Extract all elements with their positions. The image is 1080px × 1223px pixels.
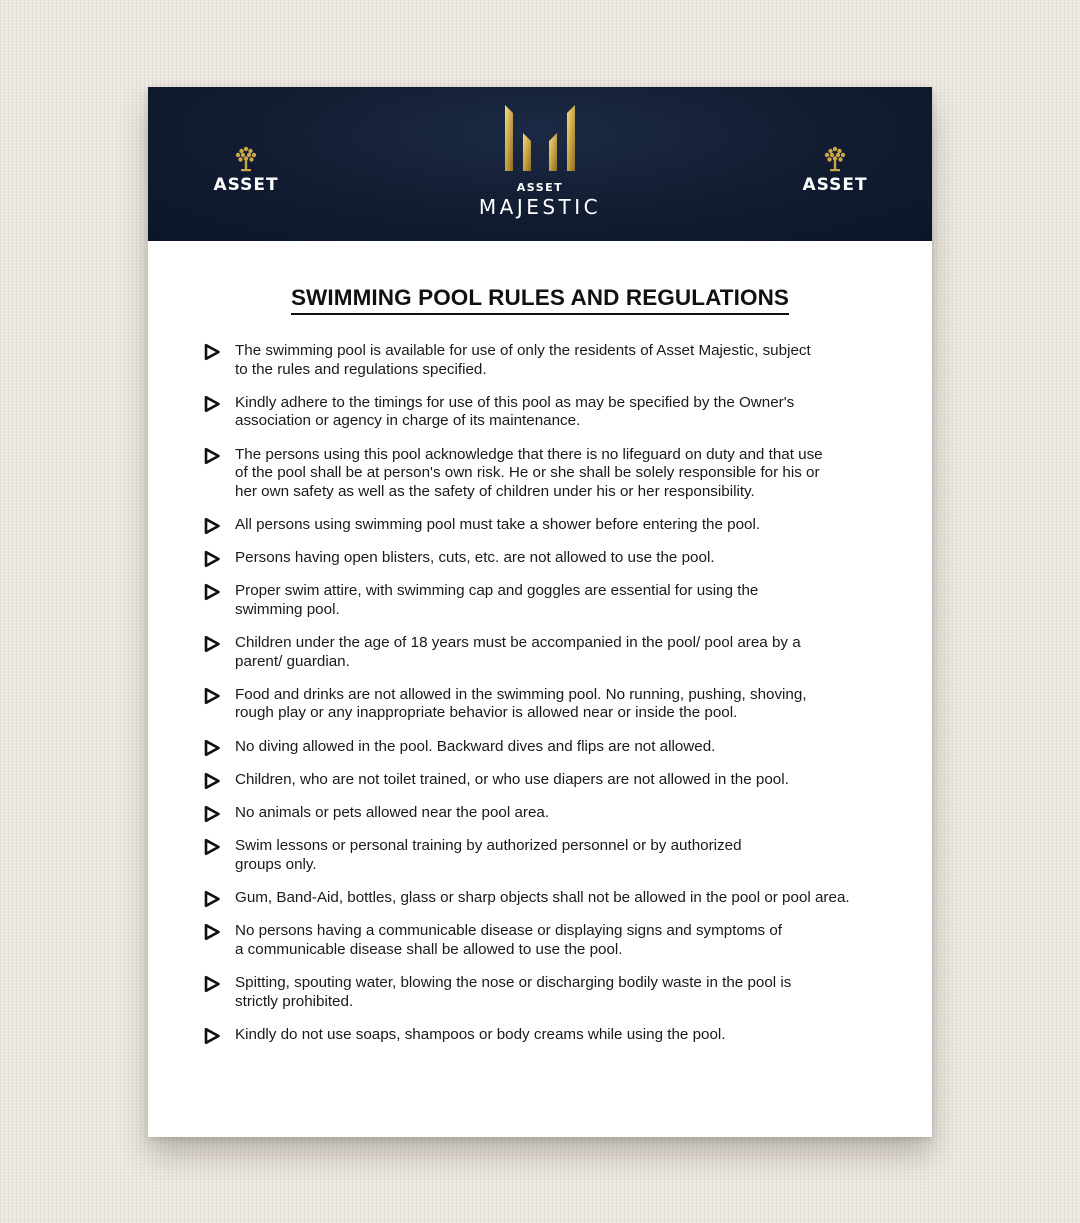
play-arrow-outline-icon <box>203 687 221 705</box>
left-logo-label: ASSET <box>213 175 279 195</box>
play-arrow-outline-icon <box>203 517 221 535</box>
rule-item <box>203 738 883 757</box>
play-arrow-outline-icon <box>203 739 221 757</box>
play-arrow-outline-icon <box>203 805 221 823</box>
rule-text: No persons having a communicable disease or displaying signs and symptoms of a communicable disease shall be allowed to use the pool. <box>235 922 783 958</box>
rule-text: The persons using this pool acknowledge that there is no lifeguard on duty and that use of the pool shall be at person's own risk. He or she shall be solely responsible for his or her own safety as well as the safety of children under his or her responsibility. <box>235 445 823 500</box>
play-arrow-outline-icon <box>203 975 221 993</box>
play-arrow-outline-icon <box>203 1027 221 1045</box>
play-arrow-outline-icon <box>203 890 221 908</box>
rules-sheet <box>148 87 932 1137</box>
rule-item <box>203 549 883 568</box>
play-arrow-outline-icon <box>203 343 221 361</box>
play-arrow-outline-icon <box>203 395 221 413</box>
rule-item <box>203 516 883 535</box>
rule-text: All persons using swimming pool must take a shower before entering the pool. <box>235 515 761 533</box>
left-asset-logo <box>196 145 296 195</box>
rule-text: No animals or pets allowed near the pool area. <box>235 804 550 822</box>
page-title <box>148 285 932 315</box>
rule-item <box>203 837 883 874</box>
right-logo-label: ASSET <box>802 175 868 195</box>
rule-item <box>203 1026 883 1045</box>
rule-item <box>203 446 883 502</box>
rule-item <box>203 342 883 379</box>
rule-text: Food and drinks are not allowed in the swimming pool. No running, pushing, shoving, rough play or any inappropriate behavior is allowed near or inside the pool. <box>235 685 807 722</box>
rule-item <box>203 686 883 723</box>
center-logo-small-label: ASSET <box>516 181 564 194</box>
tree-icon <box>232 145 260 173</box>
rule-text: Kindly do not use soaps, shampoos or body creams while using the pool. <box>235 1025 726 1043</box>
majestic-bars-icon <box>503 105 577 171</box>
rule-text: No diving allowed in the pool. Backward dives and flips are not allowed. <box>235 737 716 755</box>
rule-item <box>203 804 883 823</box>
rule-text: The swimming pool is available for use of only the residents of Asset Majestic, subject to the rules and regulations specified. <box>235 342 811 378</box>
rule-text: Children under the age of 18 years must be accompanied in the pool/ pool area by a parent/ guardian. <box>235 634 801 670</box>
rule-item <box>203 889 883 908</box>
rule-text: Kindly adhere to the timings for use of this pool as may be specified by the Owner's association or agency in charge of its maintenance. <box>235 393 795 430</box>
rule-item <box>203 922 883 959</box>
page-title-text: SWIMMING POOL RULES AND REGULATIONS <box>291 285 789 315</box>
play-arrow-outline-icon <box>203 772 221 790</box>
header-banner <box>148 87 932 241</box>
rule-text: Swim lessons or personal training by authorized personnel or by authorized groups only. <box>235 837 742 873</box>
rule-item <box>203 974 883 1011</box>
rule-text: Spitting, spouting water, blowing the nose or discharging bodily waste in the pool is strictly prohibited. <box>235 973 792 1010</box>
asset-majestic-logo <box>440 105 640 219</box>
rule-item <box>203 394 883 431</box>
tree-icon <box>821 145 849 173</box>
rules-list <box>203 342 883 1059</box>
rule-text: Gum, Band-Aid, bottles, glass or sharp objects shall not be allowed in the pool or pool area. <box>235 889 850 906</box>
play-arrow-outline-icon <box>203 838 221 856</box>
rule-item <box>203 634 883 671</box>
center-logo-big-label: MAJESTIC <box>478 195 602 219</box>
rule-text: Children, who are not toilet trained, or who use diapers are not allowed in the pool. <box>235 770 789 788</box>
play-arrow-outline-icon <box>203 923 221 941</box>
play-arrow-outline-icon <box>203 550 221 568</box>
rule-text: Proper swim attire, with swimming cap and goggles are essential for using the swimming pool. <box>235 582 759 618</box>
rule-text: Persons having open blisters, cuts, etc. are not allowed to use the pool. <box>235 549 715 567</box>
rule-item <box>203 771 883 790</box>
rule-item <box>203 582 883 619</box>
play-arrow-outline-icon <box>203 447 221 465</box>
right-asset-logo <box>785 145 885 195</box>
play-arrow-outline-icon <box>203 583 221 601</box>
play-arrow-outline-icon <box>203 635 221 653</box>
